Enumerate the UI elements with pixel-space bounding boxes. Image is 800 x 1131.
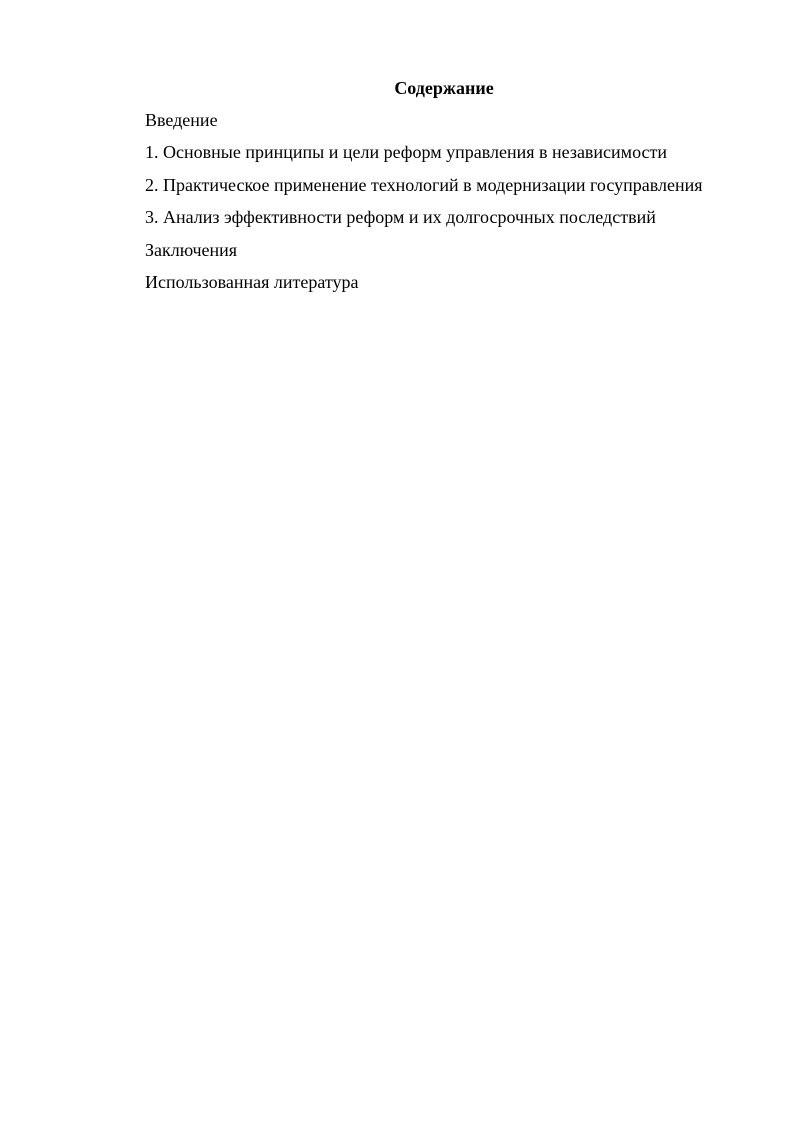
toc-item-chapter-2: 2. Практическое применение технологий в модернизации госуправления [145,174,703,195]
page-title: Содержание [394,78,494,98]
toc-item-chapter-3: 3. Анализ эффективности реформ и их долгосрочных последствий [145,207,656,228]
toc-item-chapter-1: 1. Основные принципы и цели реформ управления в независимости [145,142,668,163]
toc-item-references: Использованная литература [145,271,359,292]
toc-item-introduction: Введение [145,110,218,130]
table-of-contents [145,108,703,302]
toc-item-conclusion: Заключения [145,239,238,260]
